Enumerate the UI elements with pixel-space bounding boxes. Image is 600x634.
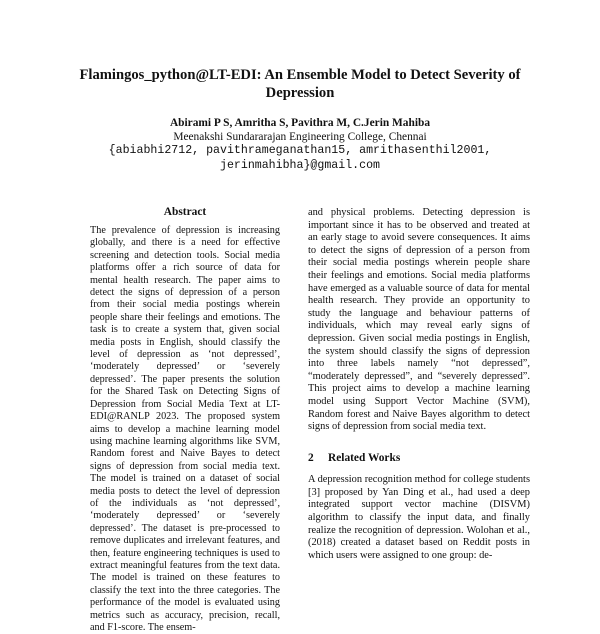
left-column [90,225,280,634]
abstract-text: The prevalence of depression is increasing globally, and there is a need for effective screening and detection tools. Social media platforms offer a rich source of data for mental health research. The paper aims to detect the signs of depression of a person from their social media postings wherein people share their feelings and emotions. The task is to create a system that, given social media posts in English, should classify the level of depression as ‘not depressed’, ‘moderately depressed’ or ‘severely depressed’. The paper presents the solution for the Shared Task on Detecting Signs of Depression from Social Media Text at LT-EDI@RANLP 2023. The proposed system aims to develop a machine learning model using machine learning algorithms like SVM, Random forest and Naive Bayes to detect signs of depression from social media text. The model is trained on a dataset of social media posts to detect the level of depression of the individuals as ‘not depressed’, ‘moderately depressed’ or ‘severely depressed’. The dataset is pre-processed to remove duplicates and irrelevant features, and then, feature engineering techniques is used to extract meaningful features from the text data. The model is trained on these features to classify the text into the three categories. The performance of the model is evaluated using metrics such as accuracy, precision, recall, and F1-score. The ensem- [90,225,280,633]
author-block [60,116,540,173]
author-names: Abirami P S, Amritha S, Pavithra M, C.Jerin Mahiba [169,117,431,129]
related-works-text: A depression recognition method for college students [3] proposed by Yan Ding et al., had used a deep integrated support vector machine (DISVM) algorithm to classify the input data, and finally realize the recognition of depression. Wolohan et al., (2018) created a dataset based on Reddit posts in which users were assigned to one group: de- [308,474,530,561]
email-line-1: {abiabhi2712, pavithrameganathan15, amrithasenthil2001, [108,144,492,157]
abstract-heading: Abstract [163,206,207,218]
email-line-2: jerinmahibha}@gmail.com [219,158,381,172]
paper-title: Flamingos_python@LT-EDI: An Ensemble Model to Detect Severity of Depression [79,67,521,101]
affiliation: Meenakshi Sundararajan Engineering College, Chennai [173,131,427,143]
intro-continuation: and physical problems. Detecting depression is important since it has to be observed and treated at an early stage to avoid severe consequences. It aims to detect the signs of depression of a person from their social media postings wherein people share their feelings and emotions. Social media platforms have emerged as a valuable source of data for mental health research. They provide an opportunity to study the language and behaviour patterns of individuals, which may reveal early signs of depression. Given social media postings in English, the system should classify the signs of depression into three labels namely “not depressed”, “moderately depressed”, and “severely depressed”. This project aims to develop a machine learning model using Support Vector Machine (SVM), Random forest and Naive Bayes algorithm to detect signs of depression from social media text. [308,207,530,433]
section-heading-related-works [308,452,530,465]
section-title: Related Works [328,451,401,464]
right-column [308,207,530,562]
section-number: 2 [308,451,314,464]
